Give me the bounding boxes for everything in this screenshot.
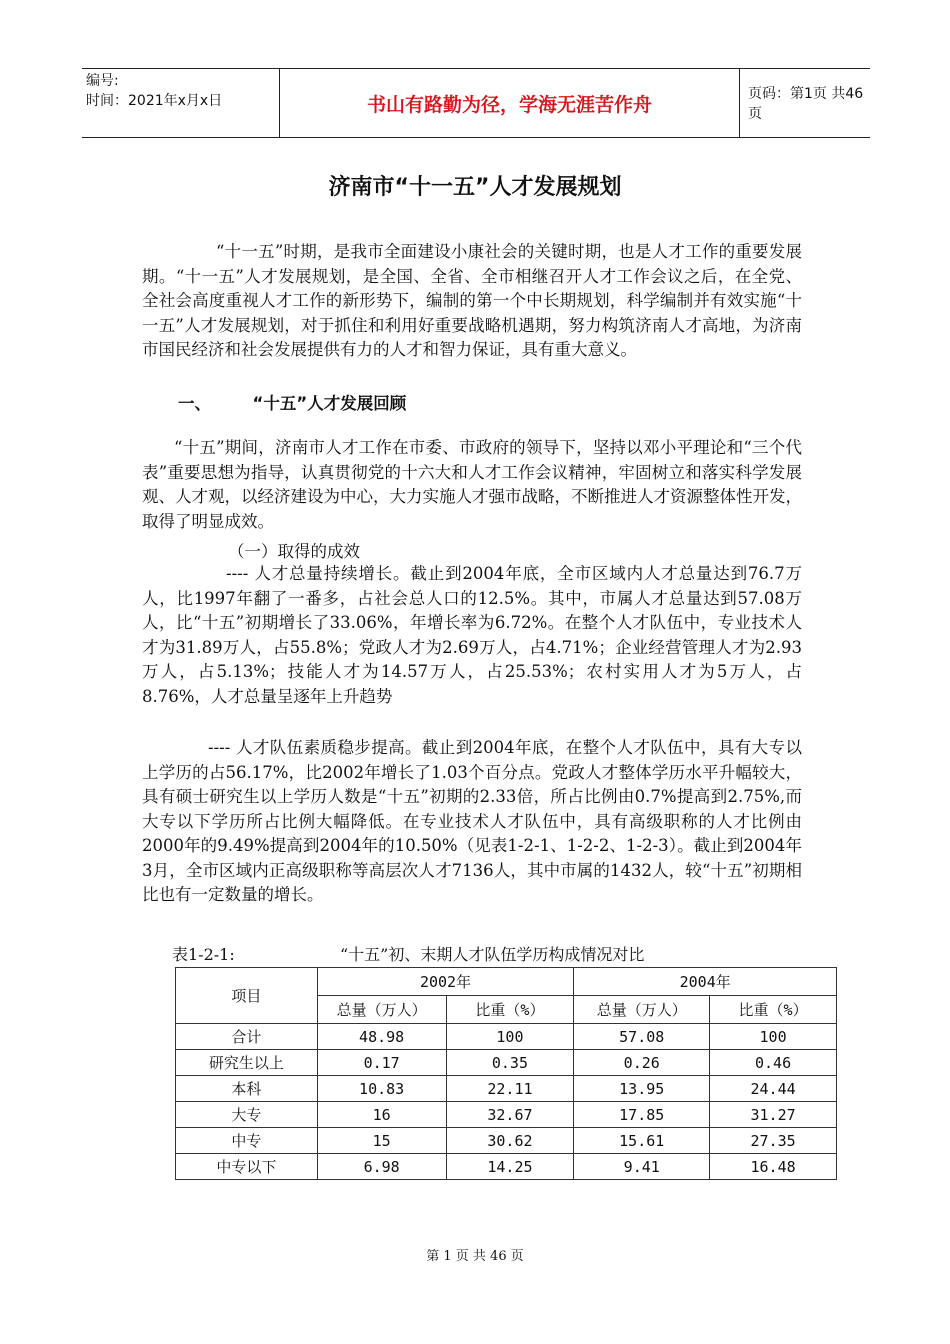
subheader-cell: 总量（万人）	[317, 996, 446, 1024]
table-cell: 31.27	[710, 1102, 837, 1128]
table-cell: 15.61	[574, 1128, 710, 1154]
table-cell: 15	[317, 1128, 446, 1154]
table-cell: 9.41	[574, 1154, 710, 1180]
subheader-cell: 比重（%）	[710, 996, 837, 1024]
header-time-label: 时间：2021年x月x日	[86, 93, 223, 109]
table-cell: 10.83	[317, 1076, 446, 1102]
subsection-heading: （一）取得的成效	[228, 542, 360, 561]
row-label: 大专	[176, 1102, 318, 1128]
header-item: 项目	[176, 968, 318, 1024]
section-paragraph: “十五”期间，济南市人才工作在市委、市政府的领导下，坚持以邓小平理论和“三个代表”重要思想为指导，认真贯彻党的十六大和人才工作会议精神，牢固树立和落实科学发展观、人才观，以经济建设为中心，大力实施人才强市战略，不断推进人才资源整体性开发，取得了明显成效。	[142, 438, 802, 531]
row-label: 本科	[176, 1076, 318, 1102]
intro-paragraph: “十一五”时期，是我市全面建设小康社会的关键时期，也是人才工作的重要发展期。“十一五”人才发展规划，是全国、全省、全市相继召开人才工作会议之后，在全党、全社会高度重视人才工作的新形势下，编制的第一个中长期规划，科学编制并有效实施“十一五”人才发展规划，对于抓住和利用好重要战略机遇期，努力构筑济南人才高地，为济南市国民经济和社会发展提供有力的人才和智力保证，具有重大意义。	[142, 242, 802, 359]
section-number: 一、	[178, 394, 211, 413]
table-cell: 32.67	[446, 1102, 574, 1128]
table-header-row	[176, 968, 837, 996]
header-number-label: 编号:	[86, 73, 119, 89]
table-row	[176, 1024, 837, 1050]
table-row	[176, 1076, 837, 1102]
row-label: 中专	[176, 1128, 318, 1154]
header-meta	[82, 69, 280, 137]
table-caption: “十五”初、末期人才队伍学历构成情况对比	[340, 945, 645, 964]
table-cell: 17.85	[574, 1102, 710, 1128]
table-row	[176, 1154, 837, 1180]
table-cell: 6.98	[317, 1154, 446, 1180]
table-cell: 0.26	[574, 1050, 710, 1076]
header-page-info: 页码：第1页 共46页	[748, 86, 864, 122]
table-cell: 0.46	[710, 1050, 837, 1076]
table-label: 表1-2-1:	[172, 945, 235, 964]
table-cell: 16	[317, 1102, 446, 1128]
document-title: 济南市“十一五”人才发展规划	[328, 175, 622, 200]
table-cell: 100	[446, 1024, 574, 1050]
table-cell: 0.17	[317, 1050, 446, 1076]
row-label: 中专以下	[176, 1154, 318, 1180]
table-cell: 30.62	[446, 1128, 574, 1154]
page-header	[82, 68, 870, 138]
header-year-2002: 2002年	[317, 968, 574, 996]
table-cell: 0.35	[446, 1050, 574, 1076]
table-row	[176, 1128, 837, 1154]
table-cell: 16.48	[710, 1154, 837, 1180]
section-title: “十五”人才发展回顾	[252, 394, 407, 413]
bullet-talent-quality: ---- 人才队伍素质稳步提高。截止到2004年底，在整个人才队伍中，具有大专以上学历的占56.17%，比2002年增长了1.03个百分点。党政人才整体学历水平升幅较大，具有硕士研究生以上学历人数是“十五”初期的2.33倍，所占比例由0.7%提高到2.75%,而大专以下学历所占比例大幅降低。在专业技术人才队伍中，具有高级职称的人才比例由2000年的9.49%提高到2004年的10.50%（见表1-2-1、1-2-2、1-2-3）。截止到2004年3月，全市区域内正高级职称等高层次人才7136人，其中市属的1432人，较“十五”初期相比也有一定数量的增长。	[142, 738, 802, 904]
row-label: 研究生以上	[176, 1050, 318, 1076]
table-cell: 14.25	[446, 1154, 574, 1180]
subheader-cell: 比重（%）	[446, 996, 574, 1024]
page-footer: 第 1 页 共 46 页	[426, 1249, 524, 1264]
section-heading	[178, 390, 406, 414]
education-table	[175, 967, 837, 1180]
header-motto: 书山有路勤为径，学海无涯苦作舟	[280, 69, 740, 137]
header-year-2004: 2004年	[574, 968, 837, 996]
bullet-talent-total: ---- 人才总量持续增长。截止到2004年底，全市区域内人才总量达到76.7万人，比1997年翻了一番多，占社会总人口的12.5%。其中，市属人才总量达到57.08万人，比“十五”初期增长了33.06%，年增长率为6.72%。在整个人才队伍中，专业技术人才为31.89万人，占55.8%；党政人才为2.69万人，占4.71%；企业经营管理人才为2.93万人，占5.13%；技能人才为14.57万人，占25.53%；农村实用人才为5万人，占8.76%，人才总量呈逐年上升趋势	[142, 564, 802, 706]
table-cell: 22.11	[446, 1076, 574, 1102]
table-row	[176, 1102, 837, 1128]
table-cell: 24.44	[710, 1076, 837, 1102]
table-row	[176, 1050, 837, 1076]
table-cell: 27.35	[710, 1128, 837, 1154]
table-cell: 48.98	[317, 1024, 446, 1050]
subheader-cell: 总量（万人）	[574, 996, 710, 1024]
table-cell: 100	[710, 1024, 837, 1050]
table-cell: 57.08	[574, 1024, 710, 1050]
row-label: 合计	[176, 1024, 318, 1050]
table-cell: 13.95	[574, 1076, 710, 1102]
